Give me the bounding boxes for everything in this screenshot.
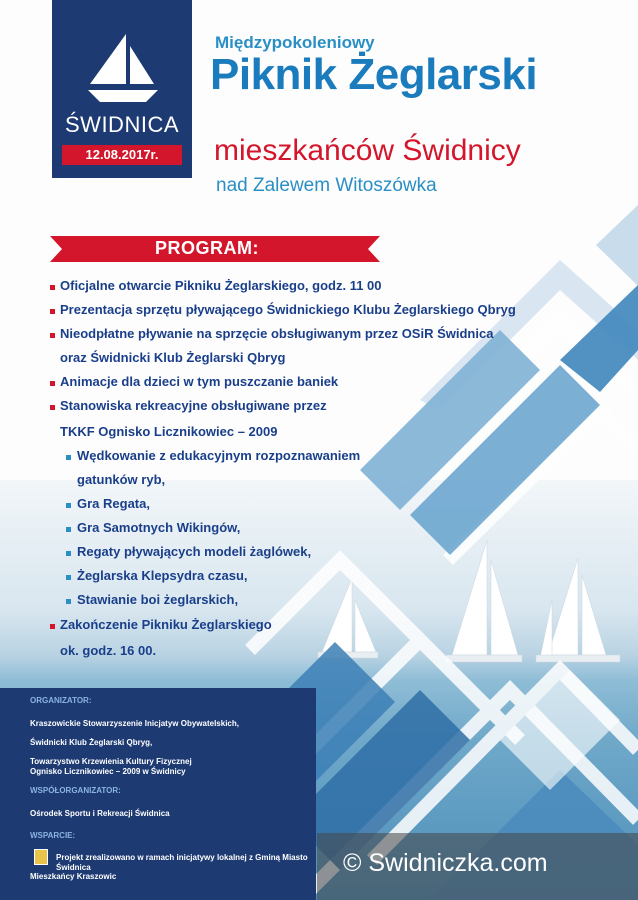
title-location: nad Zalewem Witoszówka [216,175,437,196]
list-item: gatunków ryb, [77,472,166,487]
bullet [66,599,71,604]
organizer-heading: ORGANIZATOR: [30,696,92,705]
list-item: oraz Świdnicki Klub Żeglarski Qbryg [60,350,286,365]
title-intergenerational: Międzypokoleniowy [215,33,375,52]
city-badge [52,0,192,178]
list-item: ok. godz. 16 00. [60,643,157,658]
date-ribbon [62,145,182,165]
list-item: TKKF Ognisko Licznikowiec – 2009 [60,424,278,439]
list-item: Stanowiska rekreacyjne obsługiwane przez [60,398,327,413]
event-date: 12.08.2017r. [85,147,159,162]
coorganizer: Ośrodek Sportu i Rekreacji Świdnica [30,809,170,818]
bullet [66,503,71,508]
organizer-2: Świdnicki Klub Żeglarski Qbryg, [30,738,153,747]
organizer-1: Kraszowickie Stowarzyszenie Inicjatyw Obywatelskich, [30,719,239,728]
list-item: Żeglarska Klepsydra czasu, [77,568,248,583]
coorganizer-heading: WSPÓŁORGANIZATOR: [30,786,121,795]
list-item: Regaty pływających modeli żaglówek, [77,544,312,559]
list-item: Nieodpłatne pływanie na sprzęcie obsługiwanym przez OSiR Świdnica [60,326,494,341]
list-item: Stawianie boi żeglarskich, [77,592,239,607]
list-item: Oficjalne otwarcie Pikniku Żeglarskiego, godz. 11 00 [60,278,382,293]
bullet [66,575,71,580]
title-residents: mieszkańców Świdnicy [214,134,521,167]
sailboat-icon [82,30,162,110]
list-item: Zakończenie Pikniku Żeglarskiego [60,617,272,632]
bullet [66,551,71,556]
list-item: Animacje dla dzieci w tym puszczanie baniek [60,374,339,389]
bullet [50,309,55,314]
program-heading: PROGRAM: [155,238,259,258]
watermark-text: © Swidniczka.com [343,849,548,877]
list-item: Wędkowanie z edukacyjnym rozpoznawaniem [77,448,361,463]
sailboat-3 [536,558,620,662]
organizers-box [0,688,316,900]
support-heading: WSPARCIE: [30,831,76,840]
list-item: Prezentacja sprzętu pływającego Świdnickiego Klubu Żeglarskiego Qbryg [60,302,516,317]
list-item: Gra Samotnych Wikingów, [77,520,241,535]
bullet [50,381,55,386]
support-residents: Mieszkańcy Kraszowic [30,872,117,881]
city-name: ŚWIDNICA [65,112,179,137]
bullet [50,333,55,338]
organizer-3-cont: Ognisko Licznikowiec – 2009 w Świdnicy [30,767,186,776]
organizer-3: Towarzystwo Krzewienia Kultury Fizycznej [30,757,192,766]
bullet [50,405,55,410]
title-main: Piknik Żeglarski [210,50,538,99]
chevron-shape-1 [596,205,638,286]
bullet [66,527,71,532]
bullet [50,624,55,629]
bullet [50,285,55,290]
coat-of-arms-icon [34,849,48,865]
bullet [66,455,71,460]
list-item: Gra Regata, [77,496,150,511]
support-text: Projekt zrealizowano w ramach inicjatywy lokalnej z Gminą Miasto Świdnica [56,853,308,872]
